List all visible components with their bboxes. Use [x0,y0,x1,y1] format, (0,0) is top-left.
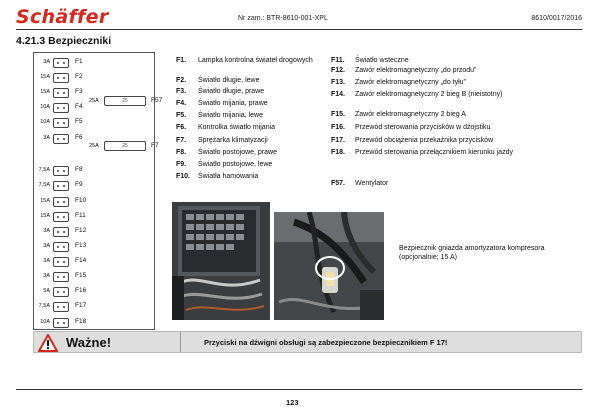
legend-value: Światło długie, lewe [198,77,260,84]
legend-key: F15. [331,111,346,118]
legend-key: F17. [331,137,346,144]
fuse-f2 [34,72,156,86]
fuse-legend-right [331,57,581,197]
fuse-symbol-icon [53,302,69,312]
large-fuse-f57 [89,96,163,108]
fuse-f14 [34,256,156,270]
fuse-symbol-icon [53,227,69,237]
fuse-id: F12 [75,227,87,234]
large-fuse-rating: 25 [122,98,128,104]
large-fuse-id: F57 [151,97,163,104]
fuse-symbol-icon [53,242,69,252]
fuse-id: F6 [75,134,83,141]
fuse-f11 [34,211,156,225]
legend-key: F18. [331,149,346,156]
legend-value: Kontrolka światło mijania [198,124,276,131]
legend-key: F8. [176,149,187,156]
fuse-amperage: 15A [40,213,50,219]
fuse-amperage: 10A [40,104,50,110]
legend-key: F13. [331,79,346,86]
fuse-f16 [34,286,156,300]
fuse-amperage: 3A [43,135,50,141]
fuse-box-diagram [33,52,163,330]
fuse-f15 [34,271,156,285]
legend-key: F1. [176,57,187,64]
brand-logo: Schäffer [16,6,109,28]
fuse-amperage: 3A [43,258,50,264]
legend-value: Światło mijania, prawe [198,100,268,107]
legend-value: Światło postojowe, lewe [198,161,273,168]
document-code: 8610/0017/2016 [531,15,582,22]
fuse-amperage: 5A [43,288,50,294]
large-fuse-amperage: 25A [89,143,99,149]
large-fuse-rating: 25 [122,143,128,149]
fuse-id: F17 [75,302,87,309]
document-number: Nr zam.: BTR-8610-001-XPL [238,15,328,22]
fuse-symbol-icon [53,257,69,267]
fuse-amperage: 7,5A [38,182,50,188]
fuse-symbol-icon [53,103,69,113]
fuse-f17 [34,301,156,315]
large-fuse-id: F7 [151,142,159,149]
fuse-amperage: 7,5A [38,303,50,309]
legend-key: F14. [331,91,346,98]
fuse-id: F5 [75,118,83,125]
legend-value: Lampka kontrolna świateł drogowych [198,57,313,64]
legend-value: Wentylator [355,180,389,187]
fuse-amperage: 3A [43,228,50,234]
fuse-symbol-icon [53,197,69,207]
page-header [16,0,582,30]
fuse-amperage: 15A [40,198,50,204]
fuse-symbol-icon [53,73,69,83]
fuse-f18 [34,317,156,331]
fuse-amperage: 10A [40,319,50,325]
fuse-id: F14 [75,257,87,264]
fuse-id: F13 [75,242,87,249]
fuse-id: F3 [75,88,83,95]
legend-key: F16. [331,124,346,131]
large-fuse-symbol-icon [104,96,146,106]
section-title: 4.21.3 Bezpieczniki [16,35,112,47]
legend-key: F4. [176,100,187,107]
fuse-amperage: 10A [40,119,50,125]
warning-triangle-icon [38,334,58,352]
fuse-id: F8 [75,166,83,173]
compressor-fuse-socket-photo [274,212,384,320]
fuse-id: F1 [75,58,83,65]
fuse-legend-left [176,57,336,197]
fuse-f13 [34,241,156,255]
fuse-amperage: 15A [40,89,50,95]
legend-value: Przewód sterowania przycisków w dźojstiku [355,124,491,131]
legend-value: Światło długie, prawe [198,88,265,95]
fuse-symbol-icon [53,166,69,176]
legend-value: Zawór elektromagnetyczny „do przodu” [355,67,477,74]
fuse-id: F4 [75,103,83,110]
large-fuse-amperage: 25A [89,98,99,104]
legend-key: F11. [331,57,345,64]
fuse-id: F18 [75,318,87,325]
fuse-f9 [34,180,156,194]
header-rule [16,29,582,30]
fuse-symbol-icon [53,88,69,98]
fuse-symbol-icon [53,181,69,191]
page-number: 123 [286,398,299,407]
legend-key: F9. [176,161,187,168]
legend-value: Światło postojowe, prawe [198,149,277,156]
legend-key: F10. [176,173,191,180]
fuse-f10 [34,196,156,210]
warning-bar [33,331,582,353]
legend-key: F3. [176,88,187,95]
fuse-id: F10 [75,197,87,204]
legend-value: Światła hamowania [198,173,259,180]
legend-key: F6. [176,124,187,131]
fuse-id: F2 [75,73,83,80]
legend-value: Światło mijania, lewe [198,112,263,119]
fuse-id: F11 [75,212,86,219]
photo-caption: Bezpiecznik gniazda amortyzatora kompresora (opcjonalnie; 15 A) [399,245,545,261]
fuse-f8 [34,165,156,179]
legend-value: Zawór elektromagnetyczny 2 bieg A [355,111,466,118]
legend-value: Sprężarka klimatyzacji [198,137,268,144]
legend-key: F12. [331,67,346,74]
warning-label: Ważne! [66,335,112,350]
fuse-amperage: 7,5A [38,167,50,173]
legend-key: F57. [331,180,346,187]
large-fuse-symbol-icon [104,141,146,151]
fuse-amperage: 3A [43,59,50,65]
legend-value: Przewód sterowania przełącznikiem kierunku jazdy [355,149,513,156]
fuse-symbol-icon [53,318,69,328]
fuse-symbol-icon [53,287,69,297]
large-fuse-f7 [89,141,159,153]
fuse-symbol-icon [53,118,69,128]
fuse-f1 [34,57,156,71]
warning-text: Przyciski na dźwigni obsługi są zabezpieczone bezpiecznikiem F 17! [204,338,448,347]
fuse-id: F9 [75,181,83,188]
legend-key: F7. [176,137,187,144]
legend-value: Zawór elektromagnetyczny 2 bieg B (nieistotny) [355,91,503,98]
fuse-amperage: 3A [43,273,50,279]
fuse-amperage: 15A [40,74,50,80]
fuse-symbol-icon [53,58,69,68]
footer-rule [16,389,582,390]
fuse-symbol-icon [53,272,69,282]
legend-key: F5. [176,112,187,119]
legend-value: Światło wsteczne [355,57,409,64]
warning-divider [180,332,181,352]
legend-key: F2. [176,77,187,84]
fuse-f5 [34,117,156,131]
fuse-symbol-icon [53,134,69,144]
fuse-symbol-icon [53,212,69,222]
fuse-panel-photo [172,202,270,320]
fuse-id: F15 [75,272,87,279]
legend-value: Przewód obciążenia przekaźnika przycisków [355,137,494,144]
fuse-amperage: 3A [43,243,50,249]
fuse-id: F16 [75,287,87,294]
legend-value: Zawór elektromagnetyczny „do tyłu” [355,79,466,86]
fuse-f12 [34,226,156,240]
